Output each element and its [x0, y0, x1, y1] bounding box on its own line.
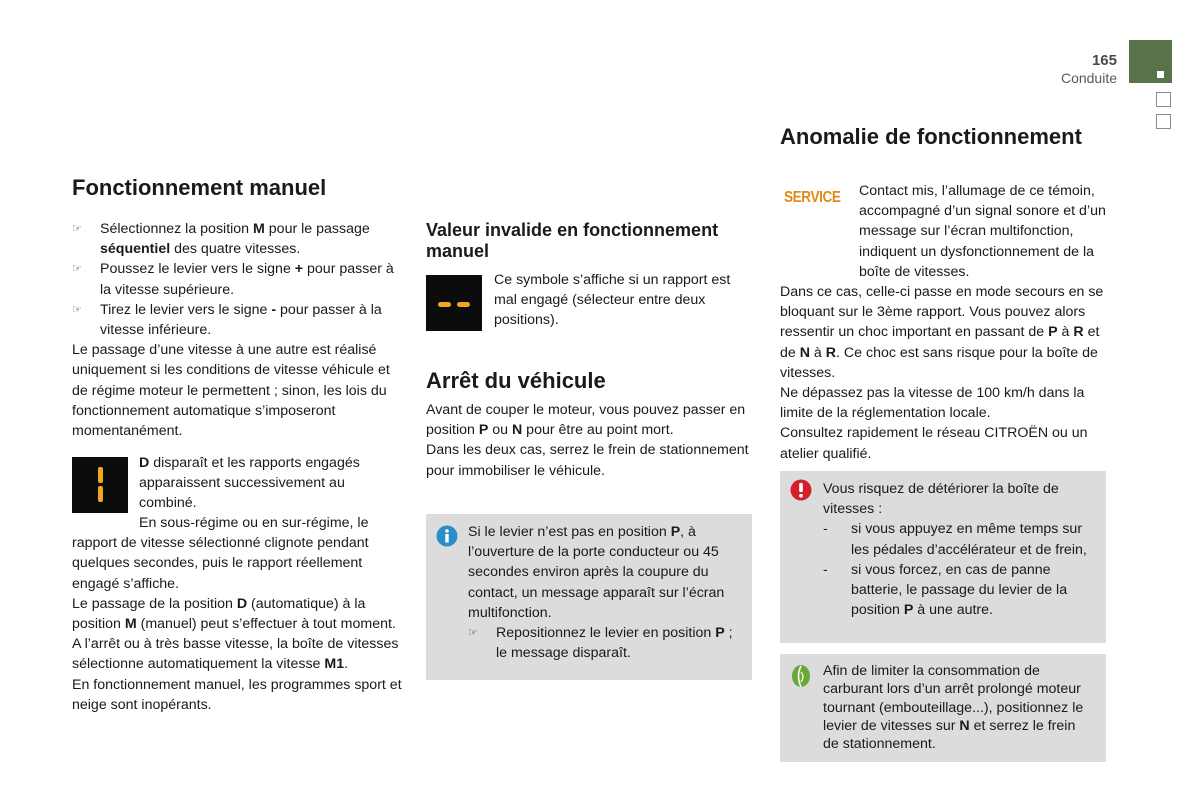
paragraph: Le passage de la position D (automatique) à la position M (manuel) peut s’effectuer à tout moment.: [72, 595, 396, 633]
section-title-malfunction: Anomalie de fonctionnement: [780, 124, 1082, 149]
list-item: - si vous forcez, en cas de panne batterie, le passage du levier de la position P à une autre.: [823, 561, 1068, 619]
arrow-bullet-icon: ☞: [468, 627, 478, 640]
eco-note-box: [780, 654, 1106, 762]
gear-display-icon: [72, 457, 128, 513]
page-number: 165: [1091, 52, 1117, 69]
arrow-bullet-icon: ☞: [72, 263, 82, 276]
manual-mode-text-2: [72, 513, 402, 715]
list-item: ☞ Repositionnez le levier en position P ; le message disparaît.: [468, 625, 733, 662]
list-item: ☞ Tirez le levier vers le signe - pour passer à la vitesse inférieure.: [72, 301, 382, 339]
manual-steps-list: [72, 219, 402, 340]
warning-icon: [790, 479, 812, 501]
manual-mode-text: [72, 219, 402, 441]
info-icon: [436, 525, 458, 547]
info-note-text: Si le levier n’est pas en position P, à l’ouverture de la porte conducteur ou 45 secondes environ après la coupure du contact, un message apparaît sur l’écran multifonction. ☞ Repositionnez le levier en position P ; le message disparaît.: [468, 522, 738, 663]
section-title-vehicle-stop: Arrêt du véhicule: [426, 368, 606, 393]
section-title-manual: Fonctionnement manuel: [72, 175, 327, 200]
paragraph: Ne dépassez pas la vitesse de 100 km/h dans la limite de la réglementation locale.: [780, 385, 1085, 422]
arrow-bullet-icon: ☞: [72, 223, 82, 235]
invalid-gear-display-icon: [426, 275, 482, 331]
list-item: - si vous appuyez en même temps sur les pédales d’accélérateur et de frein,: [823, 521, 1087, 558]
paragraph: En fonctionnement manuel, les programmes sport et neige sont inopérants.: [72, 676, 402, 713]
chapter-tab: [1129, 40, 1172, 83]
eco-leaf-icon: [790, 664, 812, 688]
vehicle-stop-text: Avant de couper le moteur, vous pouvez passer en position P ou N pour être au point mort. Dans les deux cas, serrez le frein de stationnement pour immobiliser le véhicule.: [426, 402, 749, 479]
info-note-box: [426, 514, 752, 680]
paragraph: Consultez rapidement le réseau CITROËN ou un atelier qualifié.: [780, 425, 1088, 462]
section-name: Conduite: [1060, 70, 1117, 86]
paragraph: Contact mis, l’allumage de ce témoin, accompagné d’un signal sonore et d’un message sur l’écran multifonction, indiquent un dysfonctionnement de la boîte de vitesses.: [859, 183, 1106, 280]
warning-note-box: [780, 471, 1106, 643]
malfunction-text: [780, 181, 1110, 464]
list-item: ☞ Sélectionnez la position M pour le passage séquentiel des quatre vitesses.: [72, 221, 370, 258]
service-warning-lamp-icon: SERVICE: [784, 189, 841, 206]
eco-note-text: Afin de limiter la consommation de carburant lors d’un arrêt prolongé moteur tournant (embouteillage...), positionnez le levier de vitesses sur N et serrez le frein de stationnement.: [823, 663, 1084, 753]
list-item: ☞ Poussez le levier vers le signe + pour passer à la vitesse supérieure.: [72, 261, 394, 298]
invalid-value-text: Ce symbole s’affiche si un rapport est mal engagé (sélecteur entre deux positions).: [494, 272, 731, 329]
chapter-tab-empty: [1156, 92, 1171, 107]
paragraph: En sous-régime ou en sur-régime, le rapport de vitesse sélectionné clignote pendant quelques secondes, puis le rapport réellement engagé s’affiche.: [72, 515, 369, 592]
d-disappears-text: D disparaît et les rapports engagés apparaissent successivement au combiné.: [139, 455, 360, 512]
paragraph: Le passage d’une vitesse à une autre est réalisé uniquement si les conditions de vitesse véhicule et de régime moteur le permettent ; sinon, les lois du fonctionnement automatique s’imposeront momentanément.: [72, 342, 390, 440]
arrow-bullet-icon: ☞: [72, 303, 82, 316]
warning-note-text: Vous risquez de détériorer la boîte de vitesses : - si vous appuyez en même temps sur les pédales d’accélérateur et de frein, - si vous forcez, en cas de panne batterie, le passage du levier de la position P à une autre.: [823, 479, 1098, 620]
chapter-tab-empty: [1156, 114, 1171, 129]
paragraph: Dans ce cas, celle-ci passe en mode secours en se bloquant sur le 3ème rapport. Vous pouvez alors ressentir un choc important en passant de P à R et de N à R. Ce choc est sans risque pour la boîte de vitesses.: [780, 284, 1104, 381]
paragraph: A l’arrêt ou à très basse vitesse, la boîte de vitesses sélectionne automatiquement la vitesse M1.: [72, 636, 399, 673]
section-title-invalid-value: Valeur invalide en fonctionnement manuel: [426, 220, 719, 261]
